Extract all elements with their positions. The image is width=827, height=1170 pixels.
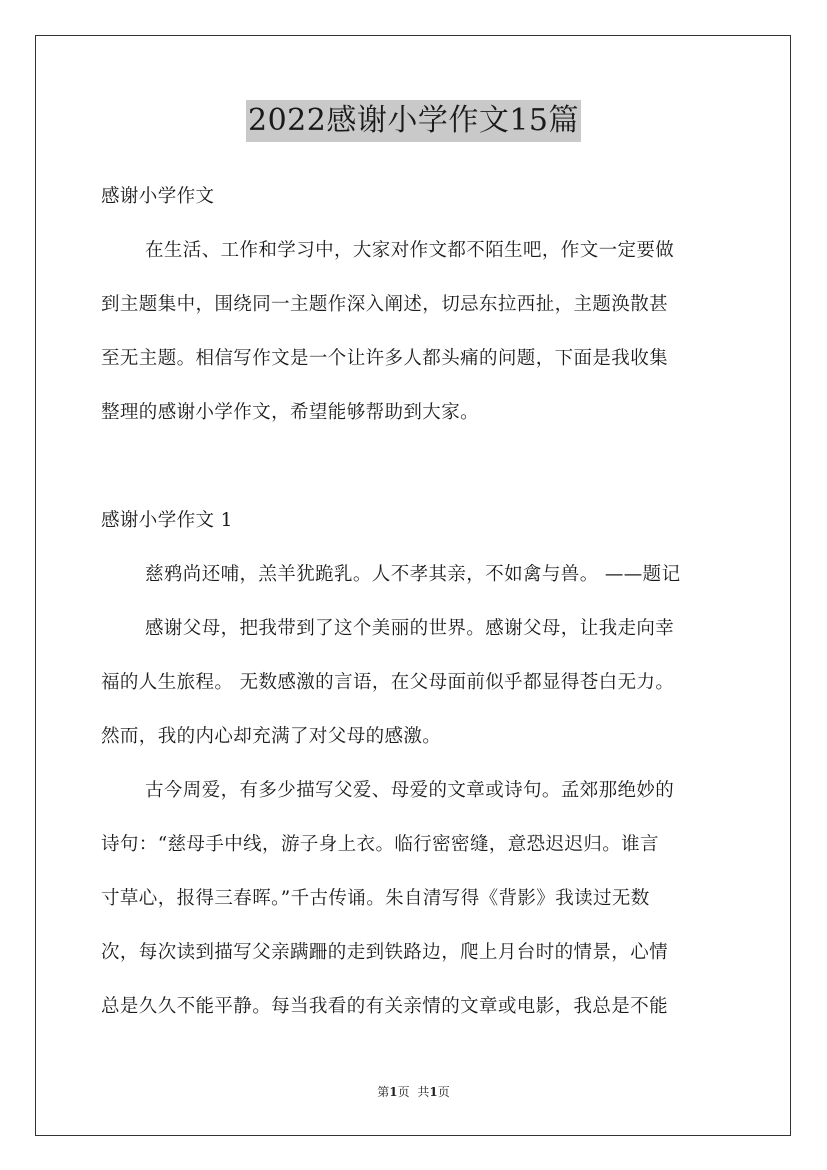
intro-line: 至无主题。相信写作文是一个让许多人都头痛的问题，下面是我收集 [101,348,669,369]
total-prefix: 共 [417,1085,430,1099]
section1-line: 寸草心，报得三春晖。”千古传诵。朱自清写得《背影》我读过无数 [101,888,650,909]
section1-line: 次，每次读到描写父亲蹒跚的走到铁路边，爬上月台时的情景，心情 [101,942,669,963]
intro-heading: 感谢小学作文 [101,186,215,207]
document-body [101,170,731,1034]
intro-line: 在生活、工作和学习中，大家对作文都不陌生吧，作文一定要做 [145,240,675,261]
section1-body [101,548,731,1034]
section1-line: 诗句：“慈母手中线，游子身上衣。临行密密缝，意恐迟迟归。谁言 [101,834,659,855]
section1-heading: 感谢小学作文 1 [101,510,233,531]
section1-line: 古今周爱，有多少描写父爱、母爱的文章或诗句。孟郊那绝妙的 [145,780,675,801]
page-unit: 页 [397,1085,410,1099]
page-prefix: 第 [377,1085,390,1099]
intro-line: 整理的感谢小学作文，希望能够帮助到大家。 [101,402,480,423]
paragraph-gap [101,440,731,494]
section1-line: 感谢父母，把我带到了这个美丽的世界。感谢父母，让我走向幸 [145,618,675,639]
document-title: 2022感谢小学作文15篇 [246,100,581,142]
section1-line: 然而，我的内心却充满了对父母的感激。 [101,726,442,747]
current-page-number: 1 [389,1085,398,1099]
total-page-number: 1 [429,1085,438,1099]
section1-line: 慈鸦尚还哺，羔羊犹跪乳。人不孝其亲，不如禽与兽。 ——题记 [145,564,681,585]
section1-line: 福的人生旅程。 无数感激的言语，在父母面前似乎都显得苍白无力。 [101,672,675,693]
title-container [0,100,827,142]
section1-line: 总是久久不能平静。每当我看的有关亲情的文章或电影，我总是不能 [101,996,669,1017]
total-unit: 页 [437,1085,450,1099]
page-footer [0,1082,827,1102]
intro-line: 到主题集中，围绕同一主题作深入阐述，切忌东拉西扯，主题涣散甚 [101,294,669,315]
